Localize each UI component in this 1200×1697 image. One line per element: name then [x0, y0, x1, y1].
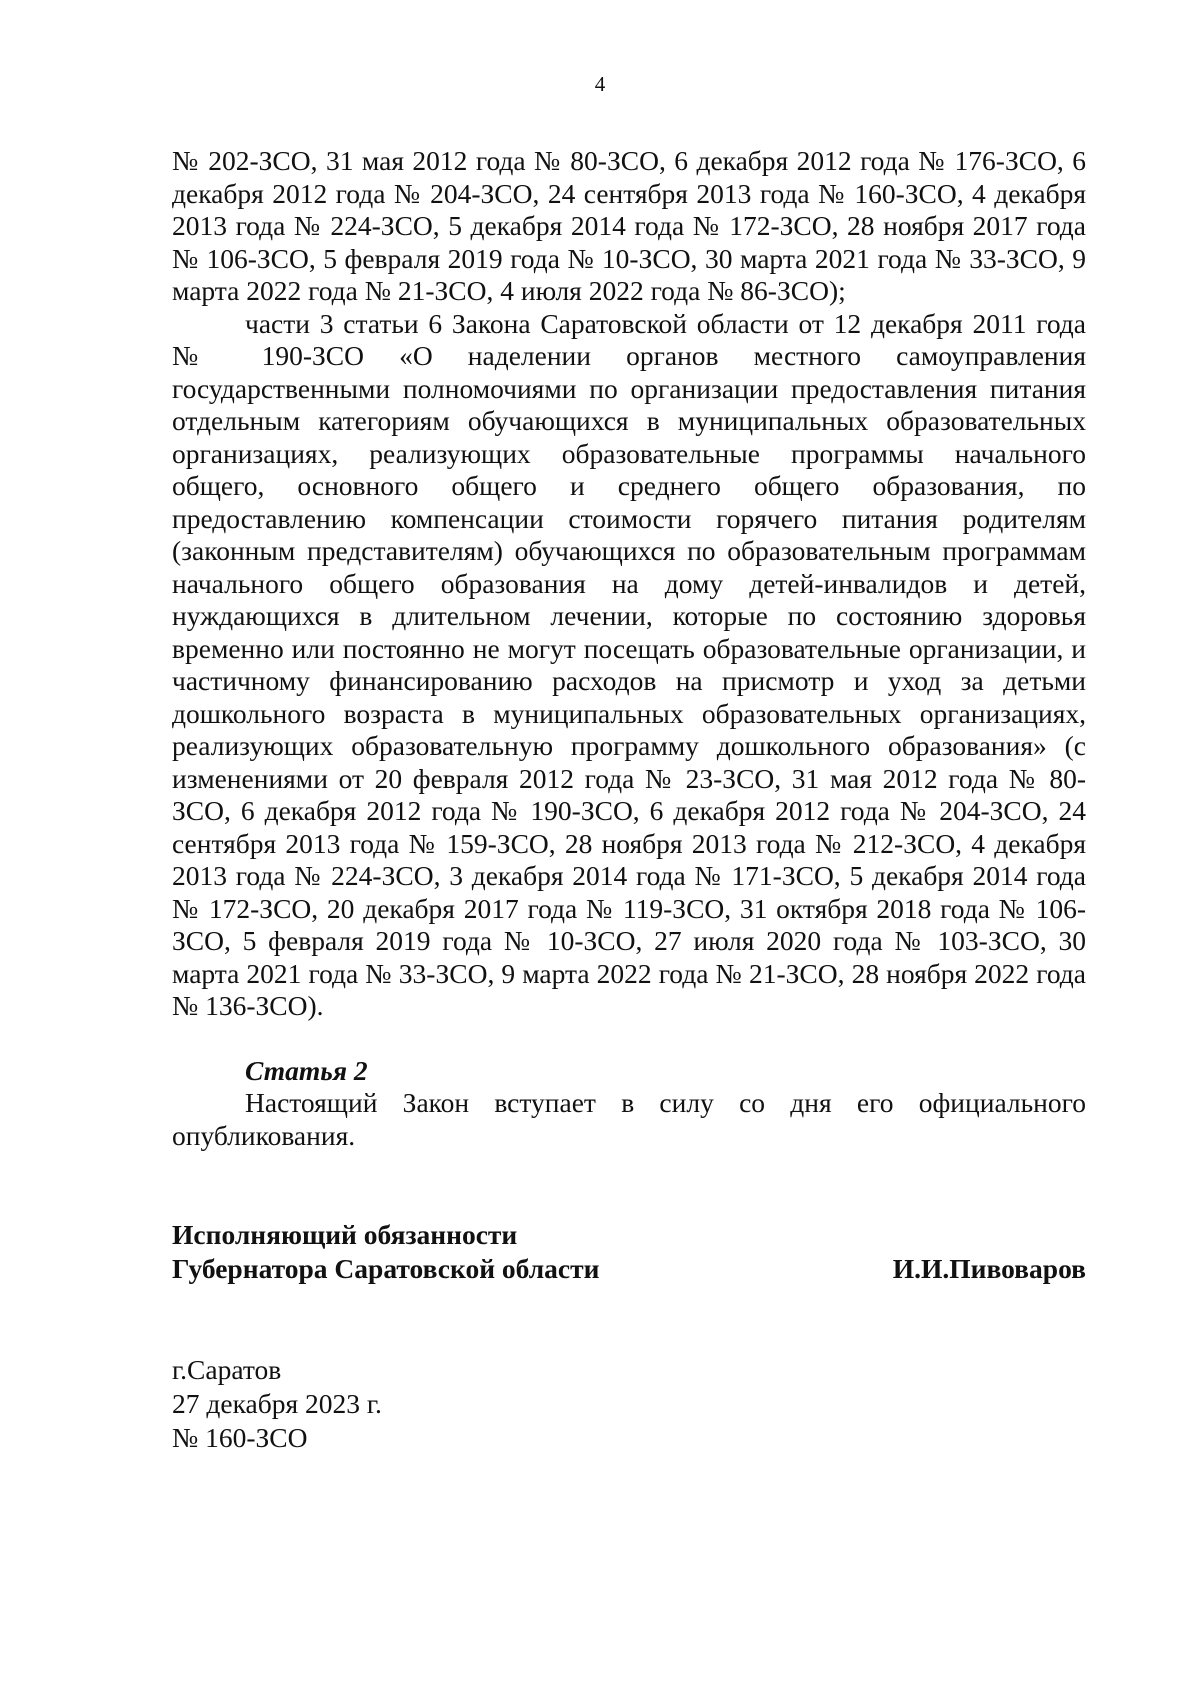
signatory-name: И.И.Пивоваров — [892, 1253, 1086, 1284]
signatory-title-line1: Исполняющий обязанности — [172, 1219, 518, 1250]
place-date-block — [172, 1353, 772, 1455]
signatory-title-line2: Губернатора Саратовской области — [172, 1253, 600, 1284]
document-body — [172, 145, 1086, 1152]
city: г.Саратов — [172, 1354, 282, 1385]
law-date: 27 декабря 2023 г. — [172, 1388, 382, 1419]
paragraph-part3-article6: части 3 статьи 6 Закона Саратовской области от 12 декабря 2011 года № 190-ЗСО «О наделении органов местного самоуправления государственными полномочиями по организации предоставления питания отдельным категориям обучающихся в муниципальных образовательных организациях, реализующих образовательные программы начального общего, основного общего и среднего общего образования, по предоставлению компенсации стоимости горячего питания родителям (законным представителям) обучающихся по образовательным программам начального общего образования на дому детей-инвалидов и детей, нуждающихся в длительном лечении, которые по состоянию здоровья временно или постоянно не могут посещать образовательные организации, и частичному финансированию расходов на присмотр и уход за детьми дошкольного возраста в муниципальных образовательных организациях, реализующих образовательную программу дошкольного образования» (с изменениями от 20 февраля 2012 года № 23-ЗСО, 31 мая 2012 года № 80-ЗСО, 6 декабря 2012 года № 190-ЗСО, 6 декабря 2012 года № 204-ЗСО, 24 сентября 2013 года № 159-ЗСО, 28 ноября 2013 года № 212-ЗСО, 4 декабря 2013 года № 224-ЗСО, 3 декабря 2014 года № 171-ЗСО, 5 декабря 2014 года № 172-ЗСО, 20 декабря 2017 года № 119-ЗСО, 31 октября 2018 года № 106-ЗСО, 5 февраля 2019 года № 10-ЗСО, 27 июля 2020 года № 103-ЗСО, 30 марта 2021 года № 33-ЗСО, 9 марта 2022 года № 21-ЗСО, 28 ноября 2022 года № 136-ЗСО). — [172, 307, 1086, 1021]
article-2-text: Настоящий Закон вступает в силу со дня его официального опубликования. — [172, 1087, 1086, 1151]
page-number: 4 — [594, 72, 606, 96]
law-number: № 160-ЗСО — [172, 1422, 308, 1453]
signatory-row — [172, 1252, 1086, 1286]
signature-block — [172, 1218, 1086, 1286]
article-2-heading: Статья 2 — [245, 1054, 368, 1086]
paragraph-continuation: № 202-ЗСО, 31 мая 2012 года № 80-ЗСО, 6 декабря 2012 года № 176-ЗСО, 6 декабря 2012 года № 204-ЗСО, 24 сентября 2013 года № 160-ЗСО, 4 декабря 2013 года № 224-ЗСО, 5 декабря 2014 года № 172-ЗСО, 28 ноября 2017 года № 106-ЗСО, 5 февраля 2019 года № 10-ЗСО, 30 марта 2021 года № 33-ЗСО, 9 марта 2022 года № 21-ЗСО, 4 июля 2022 года № 86-ЗСО); — [172, 145, 1086, 306]
